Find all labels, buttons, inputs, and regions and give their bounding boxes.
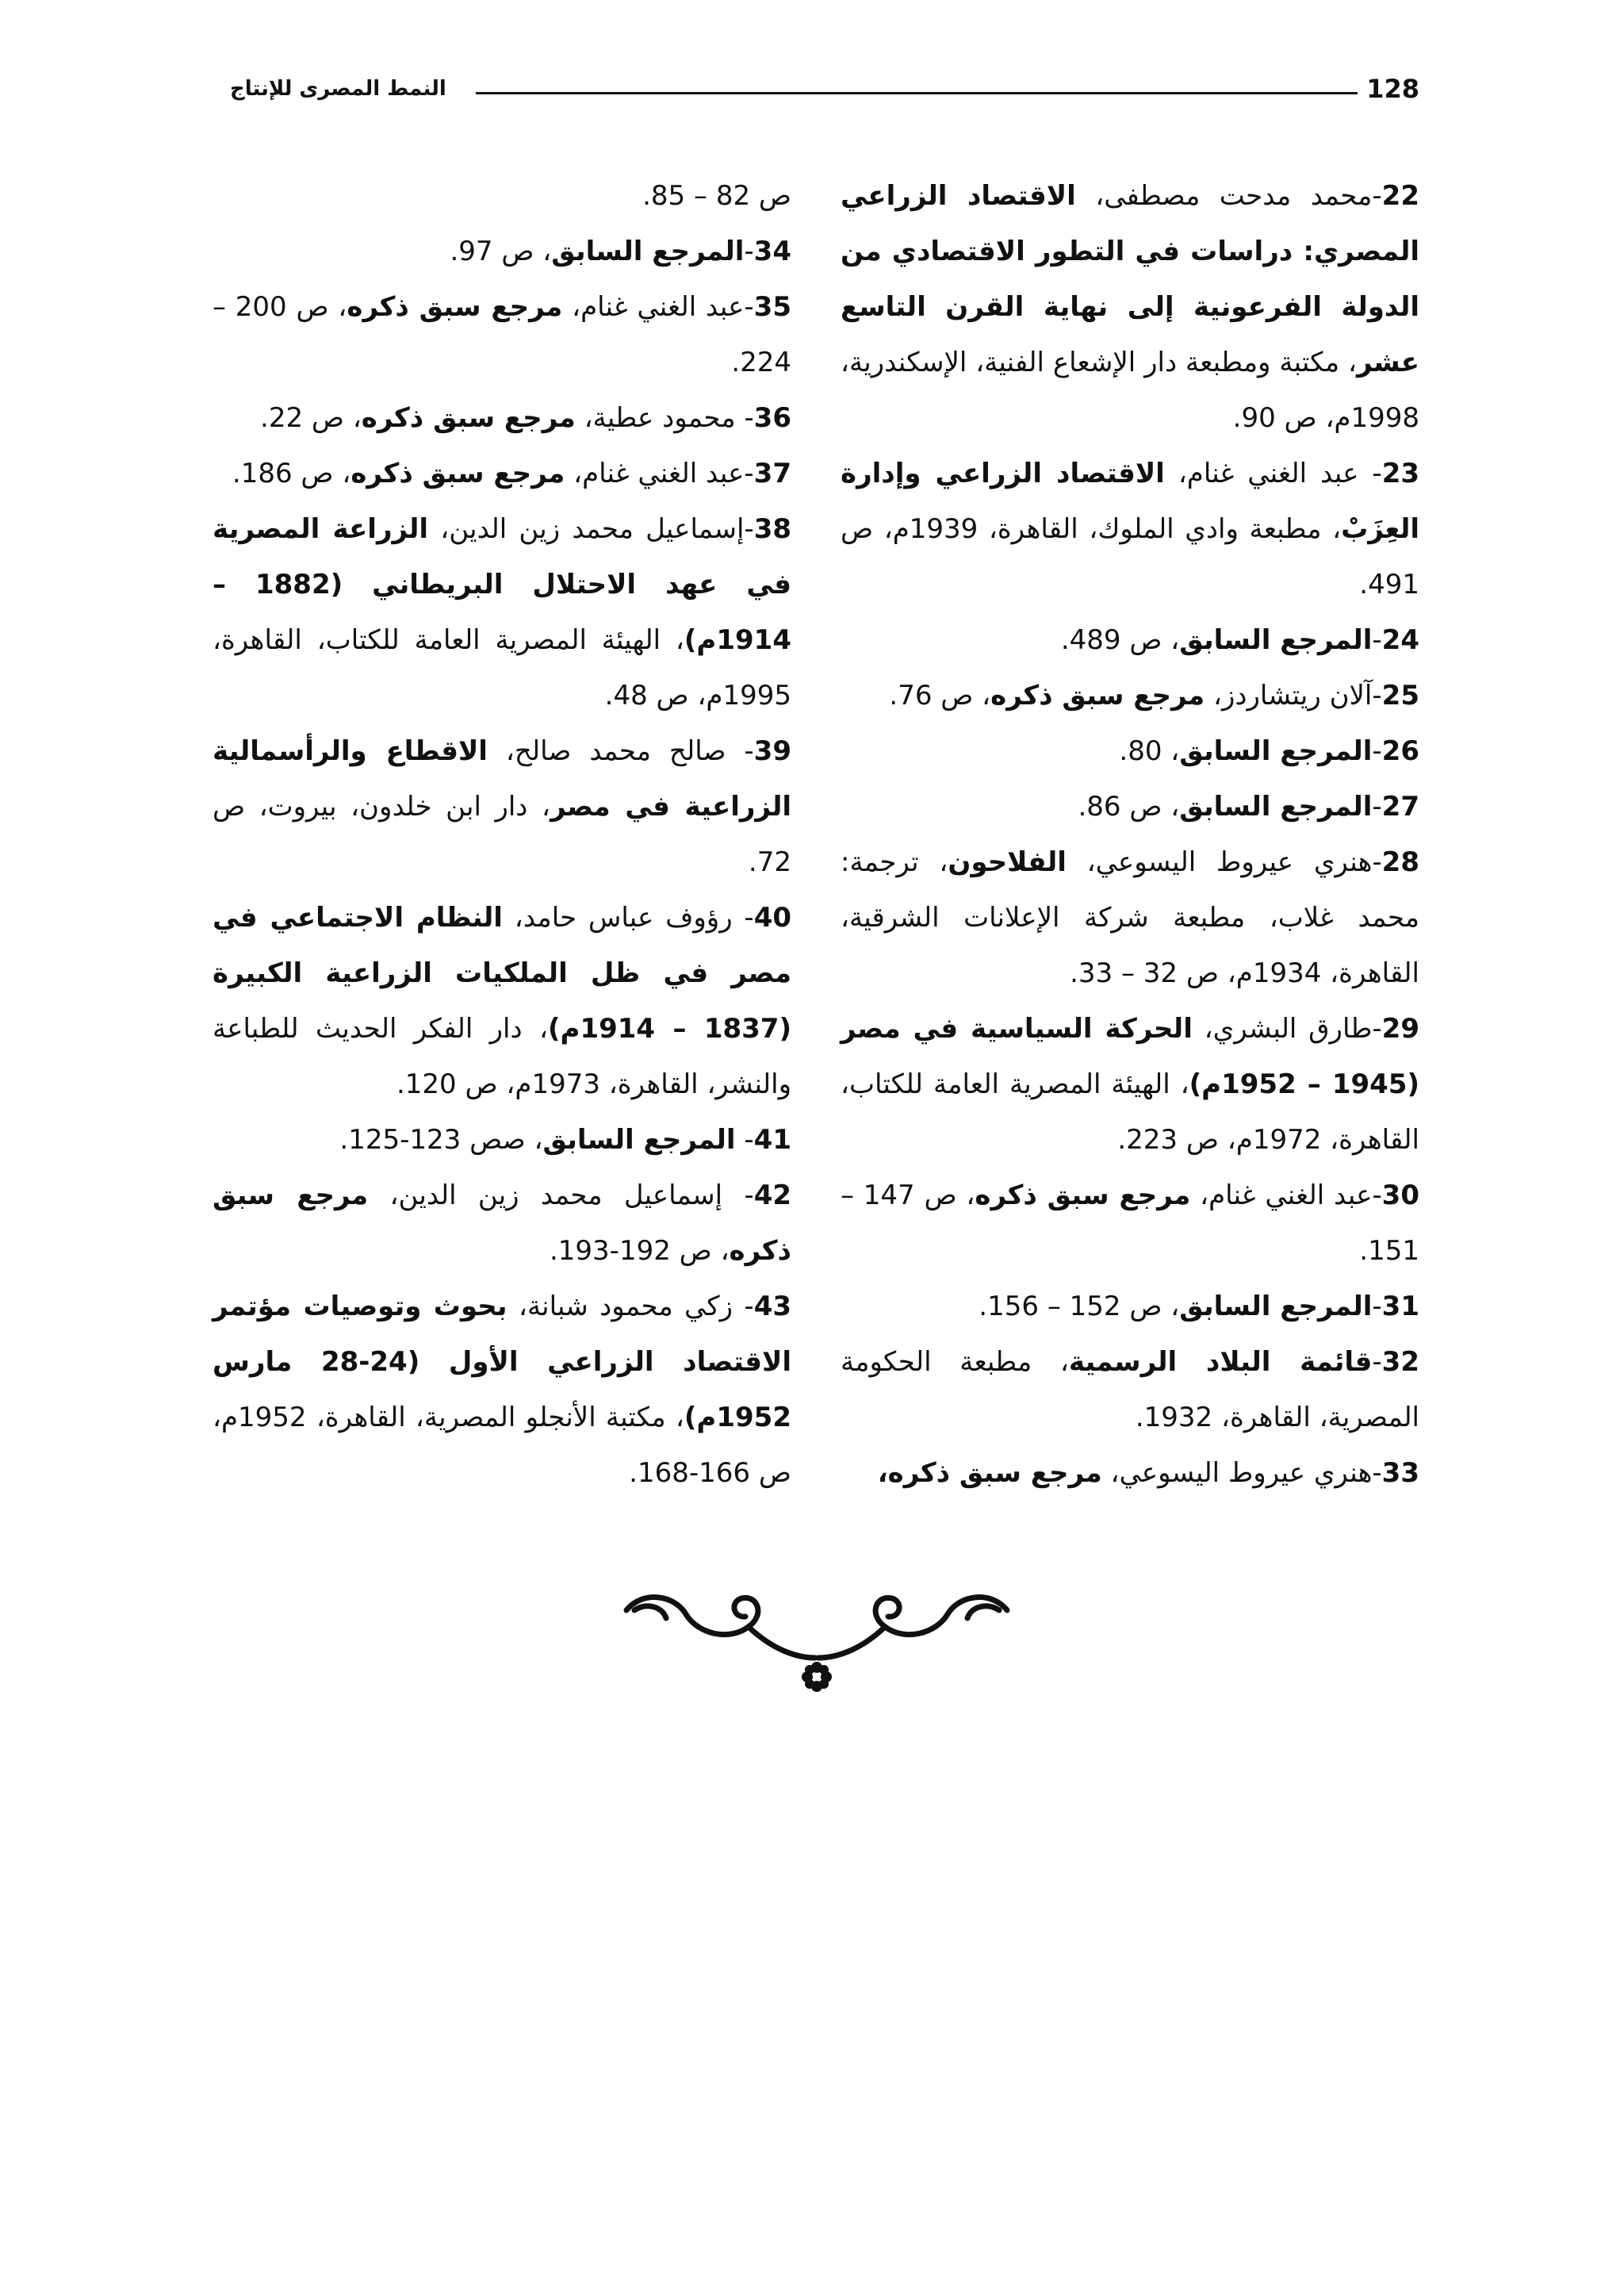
footnote-separator: - (1372, 1013, 1382, 1045)
footnote-entry (213, 446, 791, 501)
footnote-title: مرجع سبق ذكره، (877, 1457, 1102, 1489)
footnote-number: 35 (753, 291, 791, 323)
footnote-entry (213, 501, 791, 723)
footnote-publication: ، ص 192-193. (549, 1235, 730, 1267)
footnote-author: طارق البشري، (1192, 1013, 1373, 1045)
footnote-publication: ، ص 22. (260, 402, 362, 434)
footnote-entry (841, 168, 1419, 446)
footnote-entry (841, 1445, 1419, 1501)
footnote-title: مرجع سبق ذكره (347, 291, 563, 323)
footnote-author: عبد الغني غنام، (1164, 458, 1359, 489)
footnote-separator: - (1372, 735, 1382, 767)
footnote-author: إسماعيل محمد زين الدين، (428, 513, 745, 545)
footnote-entry (213, 390, 791, 446)
footnote-number: 27 (1381, 791, 1419, 823)
footnote-entry (841, 779, 1419, 834)
footnote-author: محمود عطية، (575, 402, 736, 434)
footnote-number: 29 (1381, 1013, 1419, 1045)
footnote-separator: - (1372, 1291, 1382, 1322)
footnote-title: مرجع سبق ذكره (975, 1180, 1191, 1211)
footnote-title: النظام الاجتماعي في مصر في ظل الملكيات الزراعية الكبيرة (1837 – 1914م) (213, 902, 791, 1045)
footnotes-left-column (213, 168, 791, 1501)
footnote-separator: - (1372, 680, 1382, 712)
footnote-author: رؤوف عباس حامد، (502, 902, 733, 934)
footnote-publication: ، دار ابن خلدون، بيروت، ص 72. (213, 791, 791, 878)
footnote-entry (213, 723, 791, 890)
footnote-publication: ، ص 147 – 151. (841, 1180, 1419, 1267)
footnote-separator: - (726, 735, 754, 767)
footnote-author: ص 82 – 85. (642, 180, 791, 212)
footnote-title: المرجع السابق (1179, 624, 1373, 656)
footnote-title: الاقتصاد الزراعي المصري: دراسات في التطور الاقتصادي من الدولة الفرعونية إلى نهاية القرن التاسع عشر (841, 180, 1419, 378)
footnote-number: 30 (1381, 1180, 1419, 1211)
footnote-number: 31 (1381, 1291, 1419, 1322)
footnote-publication: ، صص 123-125. (339, 1124, 543, 1156)
footnote-entry (213, 1168, 791, 1279)
footnotes-right-column (841, 168, 1419, 1501)
footnote-separator: - (1372, 846, 1382, 878)
footnote-separator: - (1372, 180, 1382, 212)
footnote-number: 22 (1381, 180, 1419, 212)
footnote-title: الاقطاع والرأسمالية الزراعية في مصر (213, 735, 792, 823)
footnote-separator: - (744, 513, 754, 545)
floral-ornament-icon (611, 1578, 1023, 1713)
footnote-title: الاقتصاد الزراعي وإدارة العِزَبْ (841, 458, 1419, 545)
footnote-entry (213, 279, 791, 390)
footnote-number: 43 (753, 1291, 792, 1322)
footnote-number: 38 (753, 513, 792, 545)
footnote-publication: ، ص 186. (232, 458, 351, 489)
footnote-author: محمد مدحت مصطفى، (1075, 180, 1373, 212)
footnote-title: مرجع سبق ذكره (361, 402, 576, 434)
footnote-author: صالح محمد صالح، (487, 735, 726, 767)
page-number: 128 (1366, 74, 1419, 104)
footnote-title: مرجع سبق ذكره (213, 1180, 791, 1267)
footnote-author: إسماعيل محمد زين الدين، (368, 1180, 723, 1211)
footnote-number: 25 (1381, 680, 1419, 712)
page-header (230, 67, 1419, 111)
footnote-publication: ، ص 76. (889, 680, 991, 712)
footnote-separator: - (735, 402, 754, 434)
footnote-number: 24 (1381, 624, 1419, 656)
footnote-entry (213, 890, 791, 1112)
footnote-title: مرجع سبق ذكره (990, 680, 1205, 712)
footnote-title: المرجع السابق (1179, 1291, 1373, 1322)
footnote-number: 39 (753, 735, 791, 767)
footnote-separator: - (744, 291, 754, 323)
footnote-author: عبد الغني غنام، (565, 458, 745, 489)
footnote-publication: ، ترجمة: محمد غلاب، مطبعة شركة الإعلانات الشرقية، القاهرة، 1934م، ص 32 – 33. (841, 846, 1419, 989)
footnote-publication: ، الهيئة المصرية العامة للكتاب، القاهرة، 1972م، ص 223. (841, 1068, 1419, 1156)
footnote-number: 40 (753, 902, 792, 934)
footnote-separator: - (1372, 624, 1382, 656)
footnote-entry (841, 1001, 1419, 1168)
footnote-publication: ، ص 152 – 156. (979, 1291, 1180, 1322)
footnote-number: 28 (1381, 846, 1419, 878)
footnote-number: 32 (1381, 1346, 1419, 1378)
footnote-entry (841, 612, 1419, 668)
footnote-entry (841, 834, 1419, 1001)
footnote-publication: ، ص 97. (450, 236, 552, 267)
footnote-entry (841, 1168, 1419, 1279)
footnote-number: 26 (1381, 735, 1419, 767)
footnote-entry (213, 168, 791, 224)
footnote-author: هنري عيروط اليسوعي، (1066, 846, 1373, 878)
footnote-separator: - (733, 1291, 754, 1322)
footnote-title: بحوث وتوصيات مؤتمر الاقتصاد الزراعي الأول (24-28 مارس 1952م) (213, 1291, 791, 1433)
footnote-title: الزراعة المصرية في عهد الاحتلال البريطاني (1882 – 1914م) (213, 513, 791, 656)
footnote-title: مرجع سبق ذكره (350, 458, 565, 489)
footnote-publication: ، دار الفكر الحديث للطباعة والنشر، القاهرة، 1973م، ص 120. (213, 1013, 791, 1100)
footnote-title: قائمة البلاد الرسمية (1068, 1346, 1373, 1378)
footnote-publication: ، مكتبة الأنجلو المصرية، القاهرة، 1952م، ص 166-168. (213, 1402, 791, 1489)
footnote-publication: ، مكتبة ومطبعة دار الإشعاع الفنية، الإسكندرية، 1998م، ص 90. (841, 347, 1419, 434)
footnote-entry (213, 224, 791, 279)
footnote-separator: - (732, 902, 754, 934)
footnote-publication: ، مطبعة الحكومة المصرية، القاهرة، 1932. (841, 1346, 1419, 1433)
footnote-separator: - (1372, 1457, 1382, 1489)
footnote-author: زكي محمود شبانة، (507, 1291, 733, 1322)
footnote-entry (841, 723, 1419, 779)
footnote-separator: - (1372, 791, 1382, 823)
header-rule (476, 92, 1358, 94)
footnote-publication: ، الهيئة المصرية العامة للكتاب، القاهرة، 1995م، ص 48. (213, 624, 791, 712)
footnote-author: هنري عيروط اليسوعي، (1101, 1457, 1373, 1489)
footnote-title: الفلاحون (948, 846, 1067, 878)
footnote-number: 36 (753, 402, 791, 434)
footnote-entry (213, 1112, 791, 1168)
running-title: النمط المصرى للإنتاج (230, 77, 446, 101)
footnote-separator: - (744, 458, 754, 489)
footnote-separator: - (735, 1124, 754, 1156)
footnote-title: المرجع السابق (551, 236, 745, 267)
footnote-separator: - (722, 1180, 754, 1211)
footnote-author: عبد الغني غنام، (562, 291, 745, 323)
footnote-publication: ، ص 200 – 224. (213, 291, 791, 378)
footnote-publication: ، ص 489. (1060, 624, 1180, 656)
footnote-title: الحركة السياسية في مصر (1945 – 1952م) (841, 1013, 1419, 1100)
footnote-separator: - (1358, 458, 1382, 489)
footnote-publication: ، 80. (1119, 735, 1180, 767)
footnote-entry (841, 1279, 1419, 1334)
footnote-separator: - (744, 236, 754, 267)
footnote-number: 34 (753, 236, 791, 267)
footnote-number: 41 (753, 1124, 791, 1156)
footnote-number: 37 (753, 458, 791, 489)
footnote-entry (841, 446, 1419, 612)
footnote-author: عبد الغني غنام، (1190, 1180, 1373, 1211)
footnote-number: 33 (1381, 1457, 1419, 1489)
footnote-entry (841, 668, 1419, 723)
footnote-entry (213, 1279, 791, 1501)
footnote-separator: - (1372, 1346, 1382, 1378)
footnote-title: المرجع السابق (1179, 735, 1373, 767)
footnote-publication: ، ص 86. (1078, 791, 1180, 823)
footnote-number: 42 (753, 1180, 792, 1211)
footnote-publication: ، مطبعة وادي الملوك، القاهرة، 1939م، ص 491. (841, 513, 1419, 600)
footnote-title: المرجع السابق (1179, 791, 1373, 823)
footnote-separator: - (1372, 1180, 1382, 1211)
footnote-author: آلان ريتشاردز، (1205, 680, 1373, 712)
footnote-entry (841, 1334, 1419, 1445)
footnote-number: 23 (1381, 458, 1420, 489)
footnote-title: المرجع السابق (542, 1124, 736, 1156)
